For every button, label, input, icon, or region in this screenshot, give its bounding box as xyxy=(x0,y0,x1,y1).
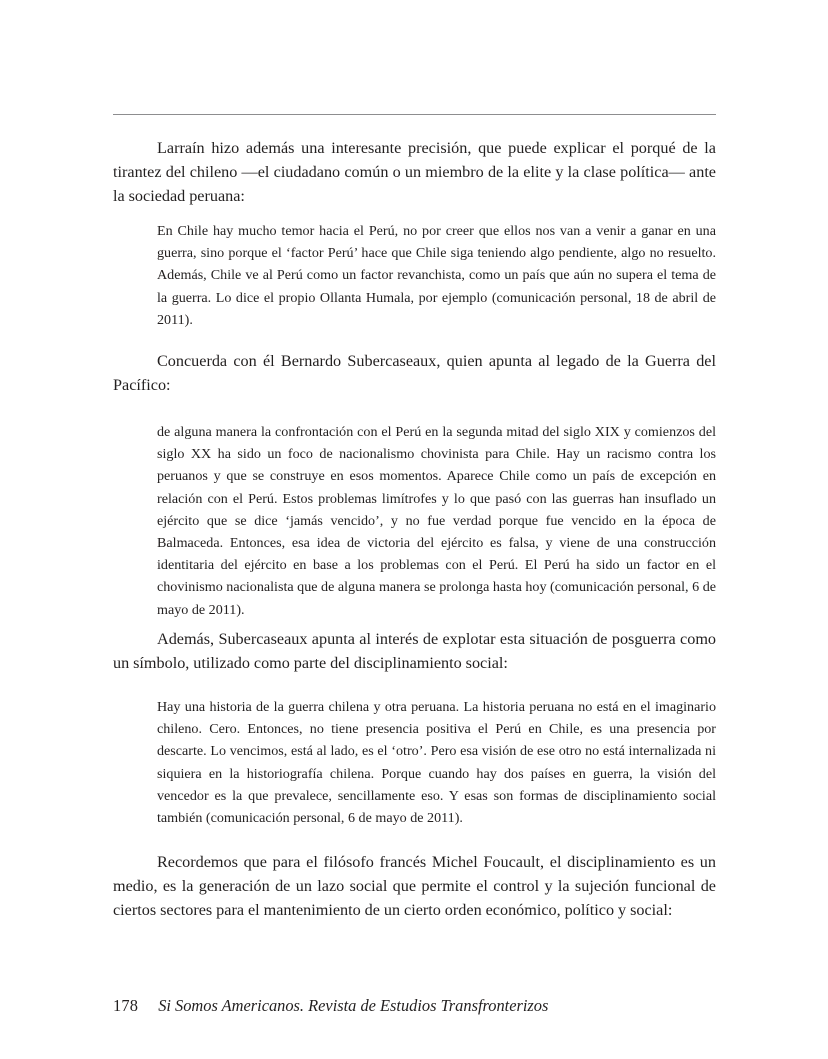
block-quote-3-container xyxy=(113,696,716,829)
block-quote-2-container xyxy=(113,421,716,621)
body-paragraph-3: Además, Subercaseaux apunta al interés de explotar esta situación de posguerra como un símbolo, utilizado como parte del disciplinamiento social: xyxy=(113,630,716,673)
block-quote-3: Hay una historia de la guerra chilena y otra peruana. La historia peruana no está en el imaginario chileno. Cero. Entonces, no tiene presencia positiva el Perú en Chile, es una presencia por descarte. Lo vencimos, está al lado, es el ‘otro’. Pero esa visión de ese otro no está internalizada ni siquiera en la historiografía chilena. Porque cuando hay dos países en guerra, la visión del vencedor es la que prevalece, sencillamente eso. Y esas son formas de disciplinamiento social también (comunicación personal, 6 de mayo de 2011). xyxy=(157,699,716,827)
block-quote-1: En Chile hay mucho temor hacia el Perú, no por creer que ellos nos van a venir a ganar en una guerra, sino porque el ‘factor Perú’ hace que Chile siga teniendo algo pendiente, algo no resuelto. Además, Chile ve al Perú como un factor revanchista, como un país que aún no supera el tema de la guerra. Lo dice el propio Ollanta Humala, por ejemplo (comunicación personal, 18 de abril de 2011). xyxy=(157,223,716,328)
block-quote-2: de alguna manera la confrontación con el Perú en la segunda mitad del siglo XIX y comienzos del siglo XX ha sido un foco de nacionalismo chovinista para Chile. Hay un racismo contra los peruanos y que se construye en esos momentos. Aparece Chile como un país de excepción en relación con el Perú. Estos problemas limítrofes y lo que pasó con las guerras han insuflado un ejército que se dice ‘jamás vencido’, y no fue verdad porque fue vencido en la época de Balmaceda. Entonces, esa idea de victoria del ejército es falsa, y viene de una construcción identitaria del ejército en base a los problemas con el Perú. El Perú ha sido un factor en el chovinismo nacionalista que de alguna manera se prolonga hasta hoy (comunicación personal, 6 de mayo de 2011). xyxy=(157,424,716,618)
body-paragraph-3-container xyxy=(113,627,716,675)
header-divider-rule xyxy=(113,114,716,115)
body-paragraph-1-container xyxy=(113,136,716,208)
body-paragraph-2-container xyxy=(113,349,716,397)
body-paragraph-4: Recordemos que para el filósofo francés Michel Foucault, el disciplinamiento es un medio, es la generación de un lazo social que permite el control y la sujeción funcional de ciertos sectores para el mantenimiento de un cierto orden económico, político y social: xyxy=(113,853,716,920)
journal-title: Si Somos Americanos. Revista de Estudios Transfronterizos xyxy=(158,996,549,1015)
body-paragraph-2: Concuerda con él Bernardo Subercaseaux, quien apunta al legado de la Guerra del Pacífico: xyxy=(113,352,716,395)
page-footer xyxy=(113,995,716,1017)
body-paragraph-1: Larraín hizo además una interesante precisión, que puede explicar el porqué de la tirantez del chileno —el ciudadano común o un miembro de la elite y la clase política— ante la sociedad peruana: xyxy=(113,139,716,206)
page-number: 178 xyxy=(113,996,139,1015)
block-quote-1-container xyxy=(113,220,716,331)
body-paragraph-4-container xyxy=(113,850,716,922)
